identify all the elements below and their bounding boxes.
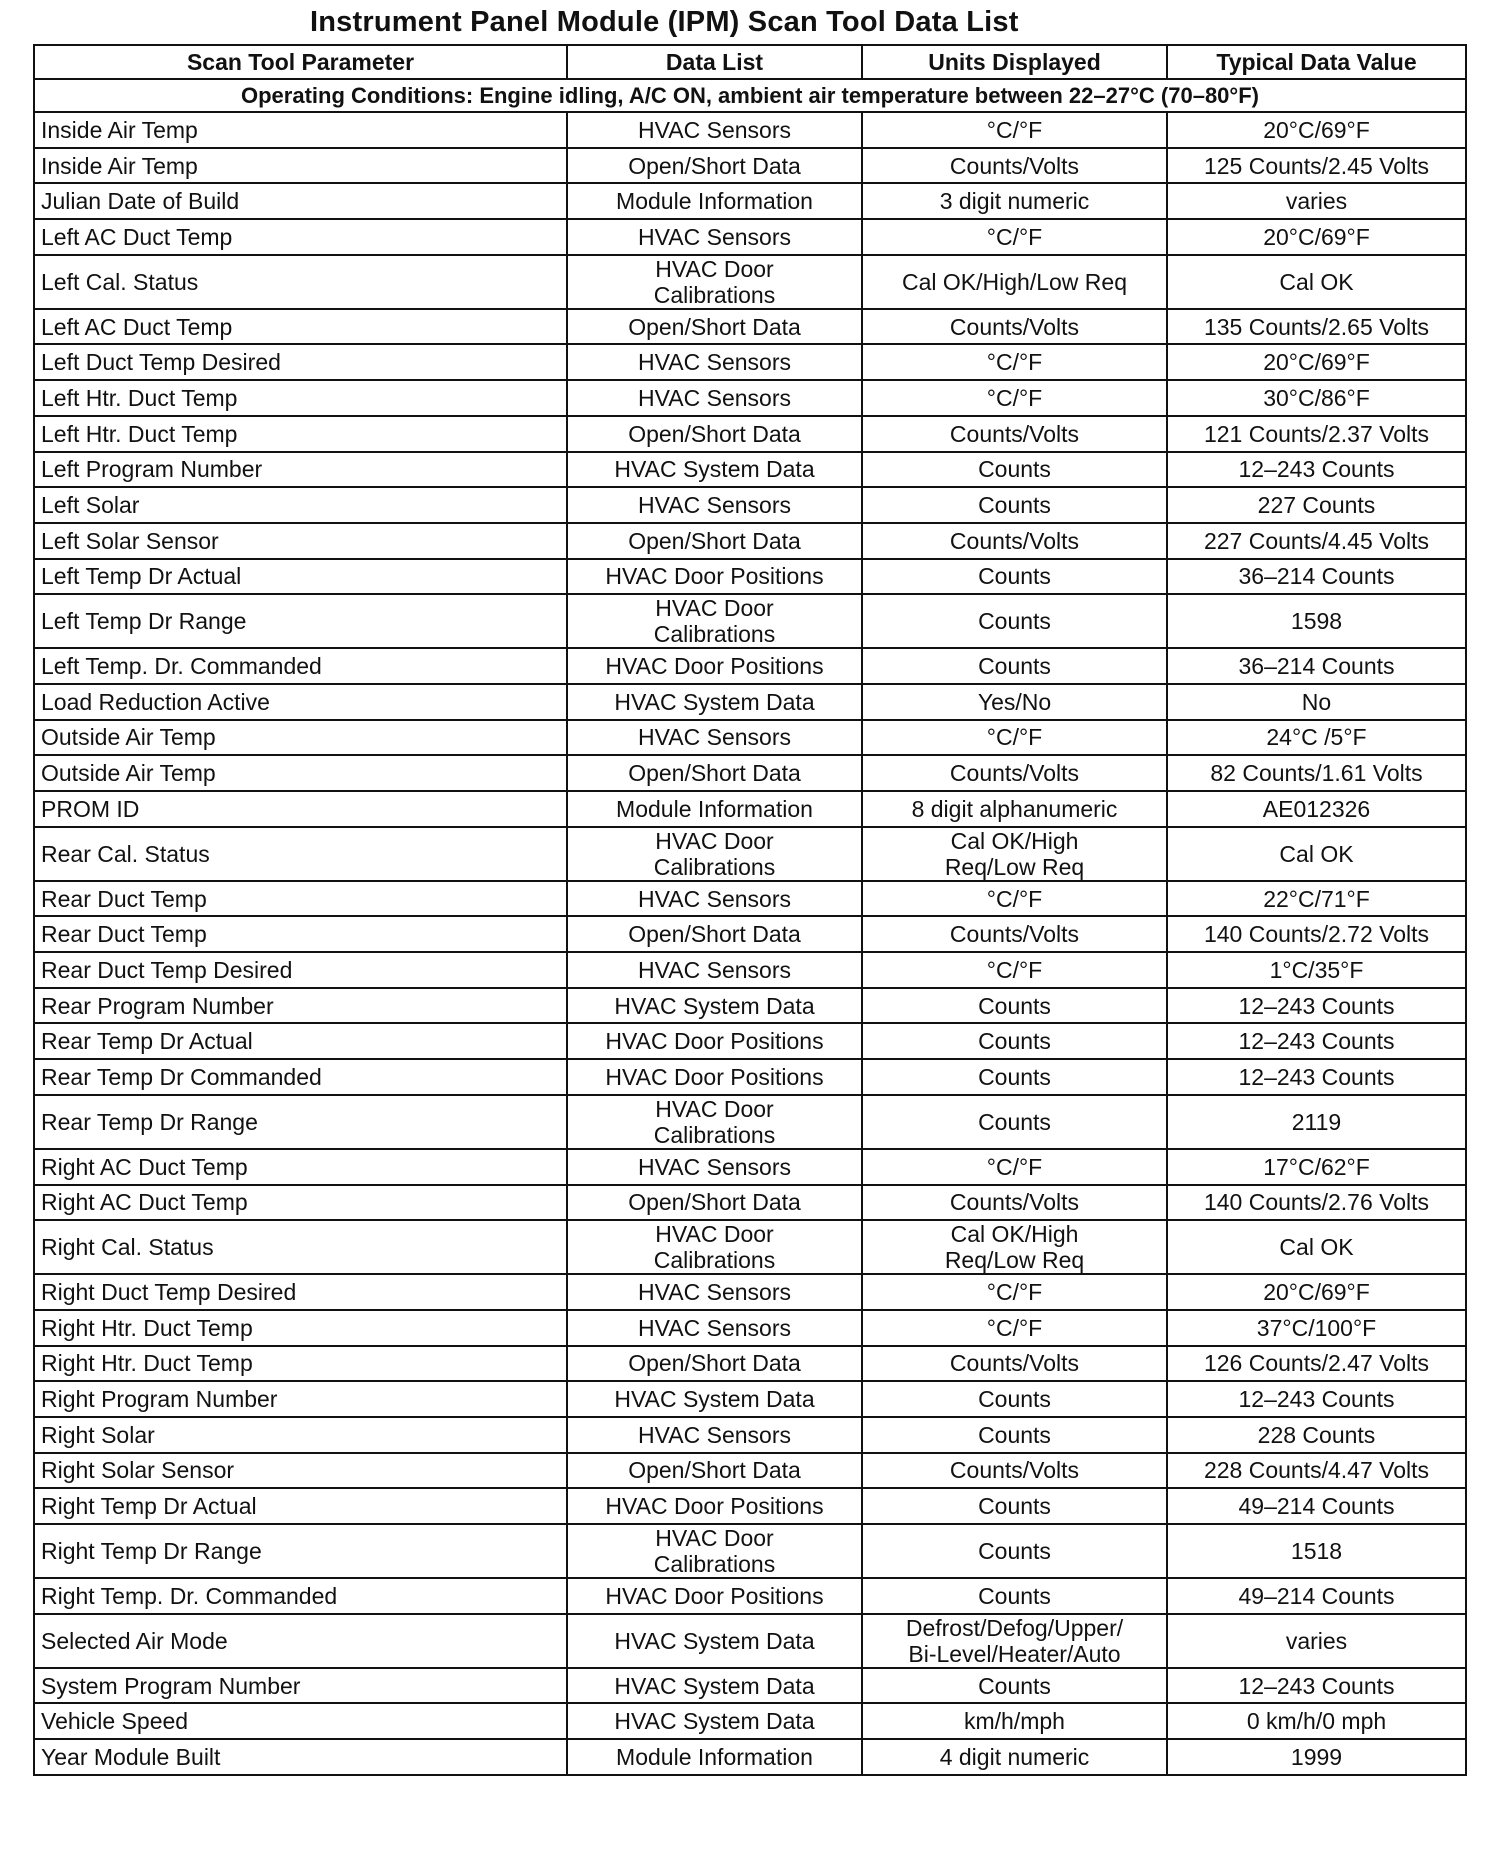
cell-units-displayed: Defrost/Defog/Upper/ Bi-Level/Heater/Auto xyxy=(862,1614,1167,1668)
cell-units-displayed: 8 digit alphanumeric xyxy=(862,791,1167,827)
cell-typical-data-value: varies xyxy=(1167,1614,1466,1668)
cell-typical-data-value: 1°C/35°F xyxy=(1167,952,1466,988)
cell-units-displayed: Counts xyxy=(862,559,1167,595)
cell-data-list: HVAC Sensors xyxy=(567,1274,862,1310)
cell-scan-tool-parameter: Left Htr. Duct Temp xyxy=(34,380,567,416)
cell-typical-data-value: 12–243 Counts xyxy=(1167,452,1466,488)
cell-data-list: Open/Short Data xyxy=(567,1346,862,1382)
cell-typical-data-value: 121 Counts/2.37 Volts xyxy=(1167,416,1466,452)
cell-scan-tool-parameter: Inside Air Temp xyxy=(34,112,567,148)
cell-units-displayed: °C/°F xyxy=(862,1274,1167,1310)
table-row xyxy=(34,988,1466,1024)
table-row xyxy=(34,219,1466,255)
table-row xyxy=(34,487,1466,523)
cell-scan-tool-parameter: Rear Temp Dr Actual xyxy=(34,1023,567,1059)
cell-data-list: HVAC System Data xyxy=(567,1703,862,1739)
cell-scan-tool-parameter: Right Temp Dr Actual xyxy=(34,1488,567,1524)
cell-scan-tool-parameter: Left Cal. Status xyxy=(34,255,567,309)
cell-data-list: HVAC Sensors xyxy=(567,219,862,255)
table-row xyxy=(34,1185,1466,1221)
cell-typical-data-value: 82 Counts/1.61 Volts xyxy=(1167,755,1466,791)
cell-data-list: HVAC Sensors xyxy=(567,487,862,523)
cell-scan-tool-parameter: Rear Duct Temp Desired xyxy=(34,952,567,988)
cell-typical-data-value: Cal OK xyxy=(1167,827,1466,881)
cell-scan-tool-parameter: Left Temp Dr Range xyxy=(34,594,567,648)
scan-tool-data-table xyxy=(33,44,1467,1776)
cell-scan-tool-parameter: Left Duct Temp Desired xyxy=(34,344,567,380)
cell-typical-data-value: 12–243 Counts xyxy=(1167,1023,1466,1059)
cell-units-displayed: Counts xyxy=(862,487,1167,523)
cell-scan-tool-parameter: Selected Air Mode xyxy=(34,1614,567,1668)
cell-typical-data-value: 12–243 Counts xyxy=(1167,1668,1466,1704)
cell-typical-data-value: 140 Counts/2.72 Volts xyxy=(1167,916,1466,952)
cell-scan-tool-parameter: Rear Duct Temp xyxy=(34,881,567,917)
cell-typical-data-value: 12–243 Counts xyxy=(1167,1059,1466,1095)
cell-units-displayed: Counts xyxy=(862,594,1167,648)
cell-data-list: HVAC Door Calibrations xyxy=(567,1220,862,1274)
cell-typical-data-value: 126 Counts/2.47 Volts xyxy=(1167,1346,1466,1382)
cell-scan-tool-parameter: Right Program Number xyxy=(34,1381,567,1417)
cell-typical-data-value: 36–214 Counts xyxy=(1167,559,1466,595)
cell-scan-tool-parameter: Inside Air Temp xyxy=(34,148,567,184)
cell-scan-tool-parameter: Left AC Duct Temp xyxy=(34,309,567,345)
cell-data-list: HVAC Sensors xyxy=(567,380,862,416)
cell-units-displayed: Counts xyxy=(862,1417,1167,1453)
cell-units-displayed: 4 digit numeric xyxy=(862,1739,1167,1775)
table-row xyxy=(34,1453,1466,1489)
cell-data-list: HVAC Door Calibrations xyxy=(567,594,862,648)
cell-scan-tool-parameter: Left Program Number xyxy=(34,452,567,488)
cell-units-displayed: Counts xyxy=(862,988,1167,1024)
cell-scan-tool-parameter: Right Htr. Duct Temp xyxy=(34,1310,567,1346)
table-row xyxy=(34,112,1466,148)
cell-typical-data-value: 227 Counts/4.45 Volts xyxy=(1167,523,1466,559)
cell-scan-tool-parameter: Right AC Duct Temp xyxy=(34,1185,567,1221)
cell-units-displayed: Counts/Volts xyxy=(862,1185,1167,1221)
cell-typical-data-value: 37°C/100°F xyxy=(1167,1310,1466,1346)
operating-conditions: Operating Conditions: Engine idling, A/C ON, ambient air temperature between 22–27°C (70–80°F) xyxy=(34,79,1466,112)
table-row xyxy=(34,1668,1466,1704)
cell-typical-data-value: 30°C/86°F xyxy=(1167,380,1466,416)
cell-data-list: HVAC Sensors xyxy=(567,112,862,148)
cell-typical-data-value: 22°C/71°F xyxy=(1167,881,1466,917)
table-row xyxy=(34,1381,1466,1417)
table-row xyxy=(34,1095,1466,1149)
cell-scan-tool-parameter: Right Cal. Status xyxy=(34,1220,567,1274)
header-scan-tool-parameter: Scan Tool Parameter xyxy=(34,45,567,79)
cell-scan-tool-parameter: Right Solar xyxy=(34,1417,567,1453)
cell-scan-tool-parameter: Rear Temp Dr Range xyxy=(34,1095,567,1149)
cell-units-displayed: °C/°F xyxy=(862,720,1167,756)
cell-typical-data-value: 140 Counts/2.76 Volts xyxy=(1167,1185,1466,1221)
cell-data-list: HVAC Door Calibrations xyxy=(567,827,862,881)
cell-units-displayed: °C/°F xyxy=(862,1310,1167,1346)
table-row xyxy=(34,559,1466,595)
cell-typical-data-value: 20°C/69°F xyxy=(1167,1274,1466,1310)
table-row xyxy=(34,309,1466,345)
cell-data-list: Module Information xyxy=(567,183,862,219)
table-row xyxy=(34,1703,1466,1739)
cell-typical-data-value: 20°C/69°F xyxy=(1167,344,1466,380)
table-row xyxy=(34,1578,1466,1614)
cell-typical-data-value: 17°C/62°F xyxy=(1167,1149,1466,1185)
table-row xyxy=(34,1274,1466,1310)
cell-scan-tool-parameter: Vehicle Speed xyxy=(34,1703,567,1739)
cell-data-list: HVAC Door Positions xyxy=(567,1578,862,1614)
cell-data-list: Open/Short Data xyxy=(567,755,862,791)
cell-typical-data-value: 2119 xyxy=(1167,1095,1466,1149)
cell-data-list: HVAC Door Positions xyxy=(567,1059,862,1095)
table-row xyxy=(34,684,1466,720)
cell-typical-data-value: 12–243 Counts xyxy=(1167,1381,1466,1417)
cell-units-displayed: Counts xyxy=(862,452,1167,488)
cell-scan-tool-parameter: Right Temp Dr Range xyxy=(34,1524,567,1578)
table-row xyxy=(34,148,1466,184)
cell-scan-tool-parameter: Julian Date of Build xyxy=(34,183,567,219)
cell-scan-tool-parameter: Right Temp. Dr. Commanded xyxy=(34,1578,567,1614)
cell-data-list: HVAC System Data xyxy=(567,1668,862,1704)
cell-scan-tool-parameter: Left Solar xyxy=(34,487,567,523)
cell-data-list: Open/Short Data xyxy=(567,309,862,345)
cell-typical-data-value: 125 Counts/2.45 Volts xyxy=(1167,148,1466,184)
header-units-displayed: Units Displayed xyxy=(862,45,1167,79)
table-row xyxy=(34,344,1466,380)
cell-units-displayed: Counts/Volts xyxy=(862,755,1167,791)
cell-scan-tool-parameter: System Program Number xyxy=(34,1668,567,1704)
table-row xyxy=(34,183,1466,219)
cell-scan-tool-parameter: Load Reduction Active xyxy=(34,684,567,720)
cell-data-list: HVAC Sensors xyxy=(567,1149,862,1185)
table-row xyxy=(34,1023,1466,1059)
cell-typical-data-value: 0 km/h/0 mph xyxy=(1167,1703,1466,1739)
cell-data-list: Module Information xyxy=(567,1739,862,1775)
table-row xyxy=(34,648,1466,684)
cell-typical-data-value: 20°C/69°F xyxy=(1167,112,1466,148)
cell-units-displayed: Counts xyxy=(862,1524,1167,1578)
cell-units-displayed: Counts/Volts xyxy=(862,148,1167,184)
cell-units-displayed: °C/°F xyxy=(862,881,1167,917)
cell-units-displayed: °C/°F xyxy=(862,1149,1167,1185)
cell-typical-data-value: AE012326 xyxy=(1167,791,1466,827)
cell-scan-tool-parameter: Left Temp. Dr. Commanded xyxy=(34,648,567,684)
cell-typical-data-value: 49–214 Counts xyxy=(1167,1578,1466,1614)
cell-data-list: Open/Short Data xyxy=(567,1453,862,1489)
header-data-list: Data List xyxy=(567,45,862,79)
cell-data-list: Module Information xyxy=(567,791,862,827)
cell-scan-tool-parameter: Rear Cal. Status xyxy=(34,827,567,881)
cell-data-list: HVAC Door Calibrations xyxy=(567,1524,862,1578)
cell-typical-data-value: 49–214 Counts xyxy=(1167,1488,1466,1524)
cell-units-displayed: °C/°F xyxy=(862,380,1167,416)
cell-units-displayed: Cal OK/High/Low Req xyxy=(862,255,1167,309)
table-row xyxy=(34,755,1466,791)
cell-typical-data-value: 228 Counts/4.47 Volts xyxy=(1167,1453,1466,1489)
cell-scan-tool-parameter: Left Solar Sensor xyxy=(34,523,567,559)
cell-scan-tool-parameter: Left AC Duct Temp xyxy=(34,219,567,255)
cell-data-list: HVAC System Data xyxy=(567,452,862,488)
cell-units-displayed: Counts/Volts xyxy=(862,416,1167,452)
cell-scan-tool-parameter: Outside Air Temp xyxy=(34,755,567,791)
cell-typical-data-value: varies xyxy=(1167,183,1466,219)
cell-data-list: HVAC Door Positions xyxy=(567,1488,862,1524)
cell-units-displayed: Counts/Volts xyxy=(862,523,1167,559)
table-row xyxy=(34,1488,1466,1524)
table-row xyxy=(34,255,1466,309)
cell-scan-tool-parameter: Rear Program Number xyxy=(34,988,567,1024)
table-row xyxy=(34,1346,1466,1382)
cell-data-list: Open/Short Data xyxy=(567,1185,862,1221)
table-row xyxy=(34,916,1466,952)
cell-units-displayed: Counts xyxy=(862,1059,1167,1095)
cell-units-displayed: Counts xyxy=(862,1095,1167,1149)
cell-typical-data-value: 36–214 Counts xyxy=(1167,648,1466,684)
cell-data-list: HVAC System Data xyxy=(567,684,862,720)
table-row xyxy=(34,881,1466,917)
cell-units-displayed: Yes/No xyxy=(862,684,1167,720)
table-header-row xyxy=(34,45,1466,79)
cell-scan-tool-parameter: Year Module Built xyxy=(34,1739,567,1775)
table-row xyxy=(34,380,1466,416)
table-row xyxy=(34,1417,1466,1453)
cell-scan-tool-parameter: Right AC Duct Temp xyxy=(34,1149,567,1185)
cell-scan-tool-parameter: Rear Duct Temp xyxy=(34,916,567,952)
cell-data-list: HVAC System Data xyxy=(567,1614,862,1668)
cell-units-displayed: Cal OK/High Req/Low Req xyxy=(862,827,1167,881)
cell-scan-tool-parameter: Left Temp Dr Actual xyxy=(34,559,567,595)
cell-units-displayed: Counts xyxy=(862,1381,1167,1417)
table-row xyxy=(34,720,1466,756)
cell-units-displayed: Counts/Volts xyxy=(862,916,1167,952)
cell-units-displayed: Counts xyxy=(862,1668,1167,1704)
table-row xyxy=(34,1524,1466,1578)
cell-scan-tool-parameter: Left Htr. Duct Temp xyxy=(34,416,567,452)
table-row xyxy=(34,1614,1466,1668)
cell-scan-tool-parameter: Rear Temp Dr Commanded xyxy=(34,1059,567,1095)
cell-scan-tool-parameter: Right Htr. Duct Temp xyxy=(34,1346,567,1382)
cell-data-list: HVAC Door Positions xyxy=(567,559,862,595)
table-row xyxy=(34,1310,1466,1346)
cell-data-list: HVAC Sensors xyxy=(567,952,862,988)
cell-typical-data-value: 227 Counts xyxy=(1167,487,1466,523)
cell-scan-tool-parameter: Outside Air Temp xyxy=(34,720,567,756)
cell-typical-data-value: 135 Counts/2.65 Volts xyxy=(1167,309,1466,345)
cell-units-displayed: °C/°F xyxy=(862,112,1167,148)
table-row xyxy=(34,1059,1466,1095)
table-row xyxy=(34,416,1466,452)
table-row xyxy=(34,791,1466,827)
header-typical-data-value: Typical Data Value xyxy=(1167,45,1466,79)
cell-units-displayed: Counts xyxy=(862,1023,1167,1059)
cell-typical-data-value: 12–243 Counts xyxy=(1167,988,1466,1024)
cell-data-list: HVAC Sensors xyxy=(567,1310,862,1346)
cell-typical-data-value: No xyxy=(1167,684,1466,720)
cell-units-displayed: °C/°F xyxy=(862,219,1167,255)
operating-conditions-row xyxy=(34,79,1466,112)
page-title: Instrument Panel Module (IPM) Scan Tool Data List xyxy=(310,6,1019,38)
cell-data-list: Open/Short Data xyxy=(567,523,862,559)
table-row xyxy=(34,523,1466,559)
cell-data-list: HVAC Sensors xyxy=(567,344,862,380)
cell-units-displayed: km/h/mph xyxy=(862,1703,1167,1739)
cell-typical-data-value: 1518 xyxy=(1167,1524,1466,1578)
cell-data-list: HVAC System Data xyxy=(567,1381,862,1417)
cell-typical-data-value: 1999 xyxy=(1167,1739,1466,1775)
cell-scan-tool-parameter: Right Duct Temp Desired xyxy=(34,1274,567,1310)
cell-data-list: Open/Short Data xyxy=(567,148,862,184)
cell-data-list: HVAC Sensors xyxy=(567,1417,862,1453)
cell-scan-tool-parameter: Right Solar Sensor xyxy=(34,1453,567,1489)
cell-units-displayed: Counts/Volts xyxy=(862,1453,1167,1489)
cell-data-list: Open/Short Data xyxy=(567,916,862,952)
cell-data-list: HVAC Sensors xyxy=(567,881,862,917)
cell-scan-tool-parameter: PROM ID xyxy=(34,791,567,827)
cell-units-displayed: °C/°F xyxy=(862,344,1167,380)
cell-units-displayed: °C/°F xyxy=(862,952,1167,988)
cell-typical-data-value: 20°C/69°F xyxy=(1167,219,1466,255)
cell-units-displayed: 3 digit numeric xyxy=(862,183,1167,219)
table-row xyxy=(34,952,1466,988)
cell-data-list: HVAC Sensors xyxy=(567,720,862,756)
cell-data-list: HVAC Door Positions xyxy=(567,648,862,684)
cell-units-displayed: Counts xyxy=(862,1578,1167,1614)
table-row xyxy=(34,1149,1466,1185)
cell-data-list: Open/Short Data xyxy=(567,416,862,452)
cell-data-list: HVAC Door Calibrations xyxy=(567,255,862,309)
cell-typical-data-value: Cal OK xyxy=(1167,255,1466,309)
cell-typical-data-value: Cal OK xyxy=(1167,1220,1466,1274)
cell-units-displayed: Counts xyxy=(862,1488,1167,1524)
table-row xyxy=(34,1739,1466,1775)
cell-units-displayed: Counts/Volts xyxy=(862,1346,1167,1382)
cell-data-list: HVAC Door Calibrations xyxy=(567,1095,862,1149)
table-row xyxy=(34,452,1466,488)
cell-data-list: HVAC Door Positions xyxy=(567,1023,862,1059)
cell-units-displayed: Counts xyxy=(862,648,1167,684)
table-row xyxy=(34,594,1466,648)
table-row xyxy=(34,827,1466,881)
cell-data-list: HVAC System Data xyxy=(567,988,862,1024)
cell-typical-data-value: 228 Counts xyxy=(1167,1417,1466,1453)
table-row xyxy=(34,1220,1466,1274)
cell-units-displayed: Cal OK/High Req/Low Req xyxy=(862,1220,1167,1274)
cell-typical-data-value: 24°C /5°F xyxy=(1167,720,1466,756)
cell-units-displayed: Counts/Volts xyxy=(862,309,1167,345)
cell-typical-data-value: 1598 xyxy=(1167,594,1466,648)
